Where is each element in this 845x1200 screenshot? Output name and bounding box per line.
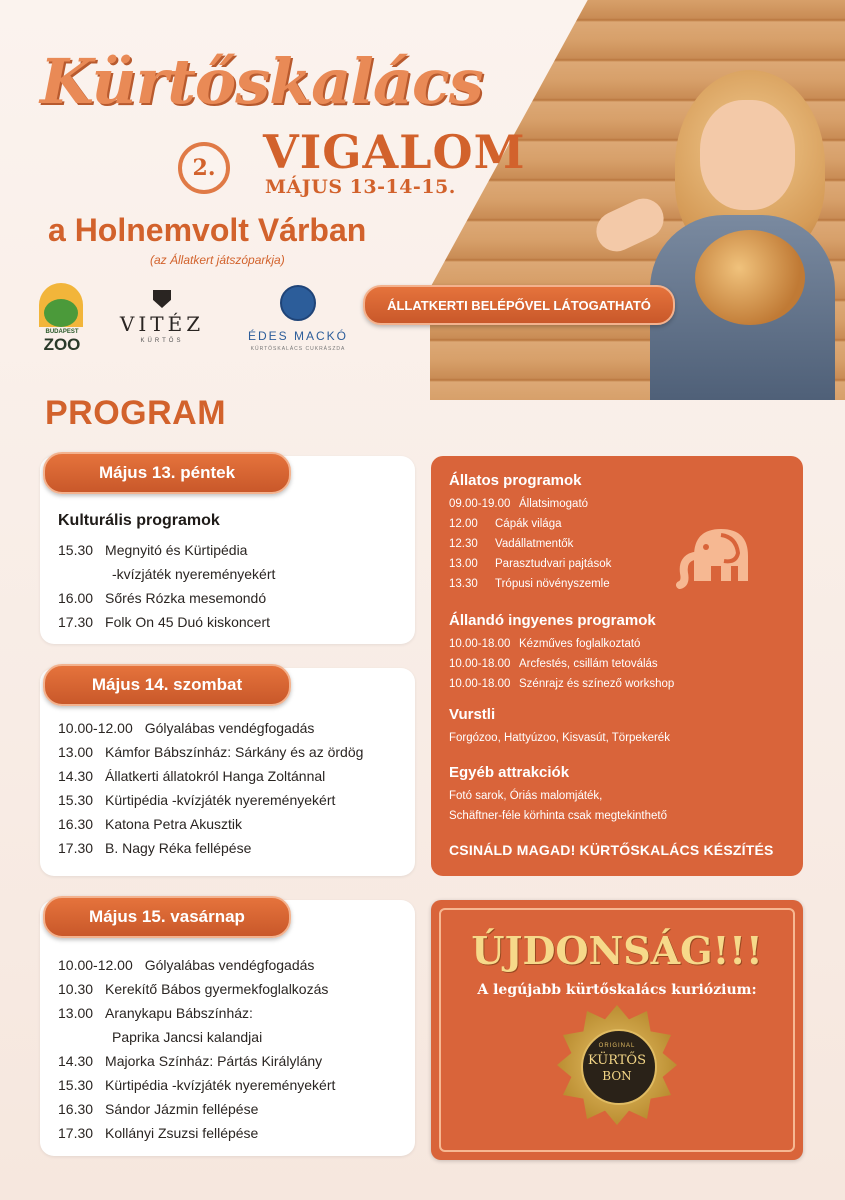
edes-logo-name: ÉDES MACKÓ xyxy=(247,329,348,343)
list-item: 13.00 Parasztudvari pajtások xyxy=(449,558,612,570)
novelty-subtitle: A legújabb kürtőskalács kuriózium: xyxy=(477,982,757,998)
list-item: 16.30 Katona Petra Akusztik xyxy=(58,816,243,832)
title-main: VIGALOM xyxy=(263,125,526,179)
girl-arm xyxy=(590,192,670,258)
list-item: 14.30 Állatkerti állatokról Hanga Zoltánnal xyxy=(58,768,326,784)
other-line-1: Fotó sarok, Óriás malomjáték, xyxy=(449,790,603,802)
list-item: 15.30 Megnyitó és Kürtipédia xyxy=(58,542,248,558)
novelty-box xyxy=(431,900,803,1160)
edes-macko-logo xyxy=(238,285,358,353)
crest-icon xyxy=(153,290,171,308)
list-item: 13.30 Trópusi növényszemle xyxy=(449,578,610,590)
list-item: 10.30 Kerekítő Bábos gyermekfoglalkozás xyxy=(58,981,329,997)
elephant-icon xyxy=(676,511,766,601)
vitez-logo-sub: KÜRTŐS xyxy=(140,338,184,344)
free-program-list xyxy=(449,634,674,694)
seal-line-2: BON xyxy=(602,1069,632,1083)
edition-badge: 2. xyxy=(178,142,230,194)
list-item: 16.00 Sőrés Rózka mesemondó xyxy=(58,590,267,606)
event-list-friday xyxy=(58,538,275,634)
event-location: a Holnemvolt Várban xyxy=(48,212,367,248)
list-item: 15.30 Kürtipédia -kvízjáték nyereményekért xyxy=(58,792,336,808)
program-heading: PROGRAM xyxy=(45,394,227,432)
animal-program-list xyxy=(449,494,611,594)
vurstli-text: Forgózoo, Hattyúzoo, Kisvasút, Törpekerék xyxy=(449,732,670,744)
bear-icon xyxy=(280,285,316,321)
zoo-elephant-icon xyxy=(44,299,78,327)
list-item: 17.30 B. Nagy Réka fellépése xyxy=(58,840,252,856)
budapest-zoo-logo xyxy=(36,283,88,355)
list-item: 15.30 Kürtipédia -kvízjáték nyereményekért xyxy=(58,1077,336,1093)
section-title-vurstli: Vurstli xyxy=(449,706,496,723)
seal-top: ORIGINAL xyxy=(598,1043,636,1049)
event-list-sunday xyxy=(58,953,335,1145)
list-item: 10.00-18.00 Szénrajz és színező workshop xyxy=(449,678,675,690)
title-script: Kürtőskalács xyxy=(40,45,483,118)
list-item: 10.00-18.00 Kézműves foglalkoztató xyxy=(449,638,641,650)
day-label-friday: Május 13. péntek xyxy=(43,452,291,494)
list-item: 17.30 Kollányi Zsuzsi fellépése xyxy=(58,1125,259,1141)
section-title-animal: Állatos programok xyxy=(449,472,582,489)
day-subtitle-friday: Kulturális programok xyxy=(58,512,220,529)
day-label-saturday: Május 14. szombat xyxy=(43,664,291,706)
section-title-other: Egyéb attrakciók xyxy=(449,764,570,781)
list-item: 10.00-12.00 Gólyalábas vendégfogadás xyxy=(58,957,315,973)
vitez-logo-name: VITÉZ xyxy=(119,312,205,336)
list-item: Paprika Jancsi kalandjai xyxy=(112,1029,263,1045)
vitez-logo xyxy=(108,290,216,352)
entry-note-badge: ÁLLATKERTI BELÉPŐVEL LÁTOGATHATÓ xyxy=(363,285,675,325)
novelty-heading: ÚJDONSÁG!!! xyxy=(471,928,763,973)
seal-line-1: KÜRTŐS xyxy=(588,1053,646,1068)
kurtos-bon-seal-icon xyxy=(557,1005,677,1125)
zoo-logo-name: ZOO xyxy=(43,335,81,354)
list-item: -kvízjáték nyereményekért xyxy=(112,566,276,582)
zoo-logo-city: BUDAPEST xyxy=(45,329,79,335)
list-item: 12.30 Vadállatmentők xyxy=(449,538,574,550)
list-item: 13.00 Kámfor Bábszínház: Sárkány és az ördög xyxy=(58,744,364,760)
list-item: 12.00 Cápák világa xyxy=(449,518,562,530)
list-item: 09.00-19.00 Állatsimogató xyxy=(449,498,589,510)
other-line-2: Schäftner-féle körhinta csak megtekinthető xyxy=(449,810,667,822)
event-dates: MÁJUS 13-14-15. xyxy=(265,176,456,198)
list-item: 16.30 Sándor Jázmin fellépése xyxy=(58,1101,259,1117)
event-list-saturday xyxy=(58,716,363,860)
list-item: 17.30 Folk On 45 Duó kiskoncert xyxy=(58,614,271,630)
diy-callout: CSINÁLD MAGAD! KÜRTŐSKALÁCS KÉSZÍTÉS xyxy=(449,842,774,858)
list-item: 10.00-18.00 Arcfestés, csillám tetoválás xyxy=(449,658,658,670)
hero-photo-girl-eating-kurtoskalacs xyxy=(430,0,845,400)
chimney-cake-pastry xyxy=(695,230,805,325)
list-item: 13.00 Aranykapu Bábszínház: xyxy=(58,1005,253,1021)
list-item: 14.30 Majorka Színház: Pártás Királylány xyxy=(58,1053,323,1069)
list-item: 10.00-12.00 Gólyalábas vendégfogadás xyxy=(58,720,315,736)
girl-face xyxy=(700,100,795,210)
event-location-sub: (az Állatkert játszóparkja) xyxy=(150,253,285,267)
info-panel xyxy=(431,456,803,876)
edes-logo-sub: KÜRTŐSKALÁCS CUKRÁSZDA xyxy=(250,346,346,352)
section-title-free: Állandó ingyenes programok xyxy=(449,612,656,629)
day-label-sunday: Május 15. vasárnap xyxy=(43,896,291,938)
